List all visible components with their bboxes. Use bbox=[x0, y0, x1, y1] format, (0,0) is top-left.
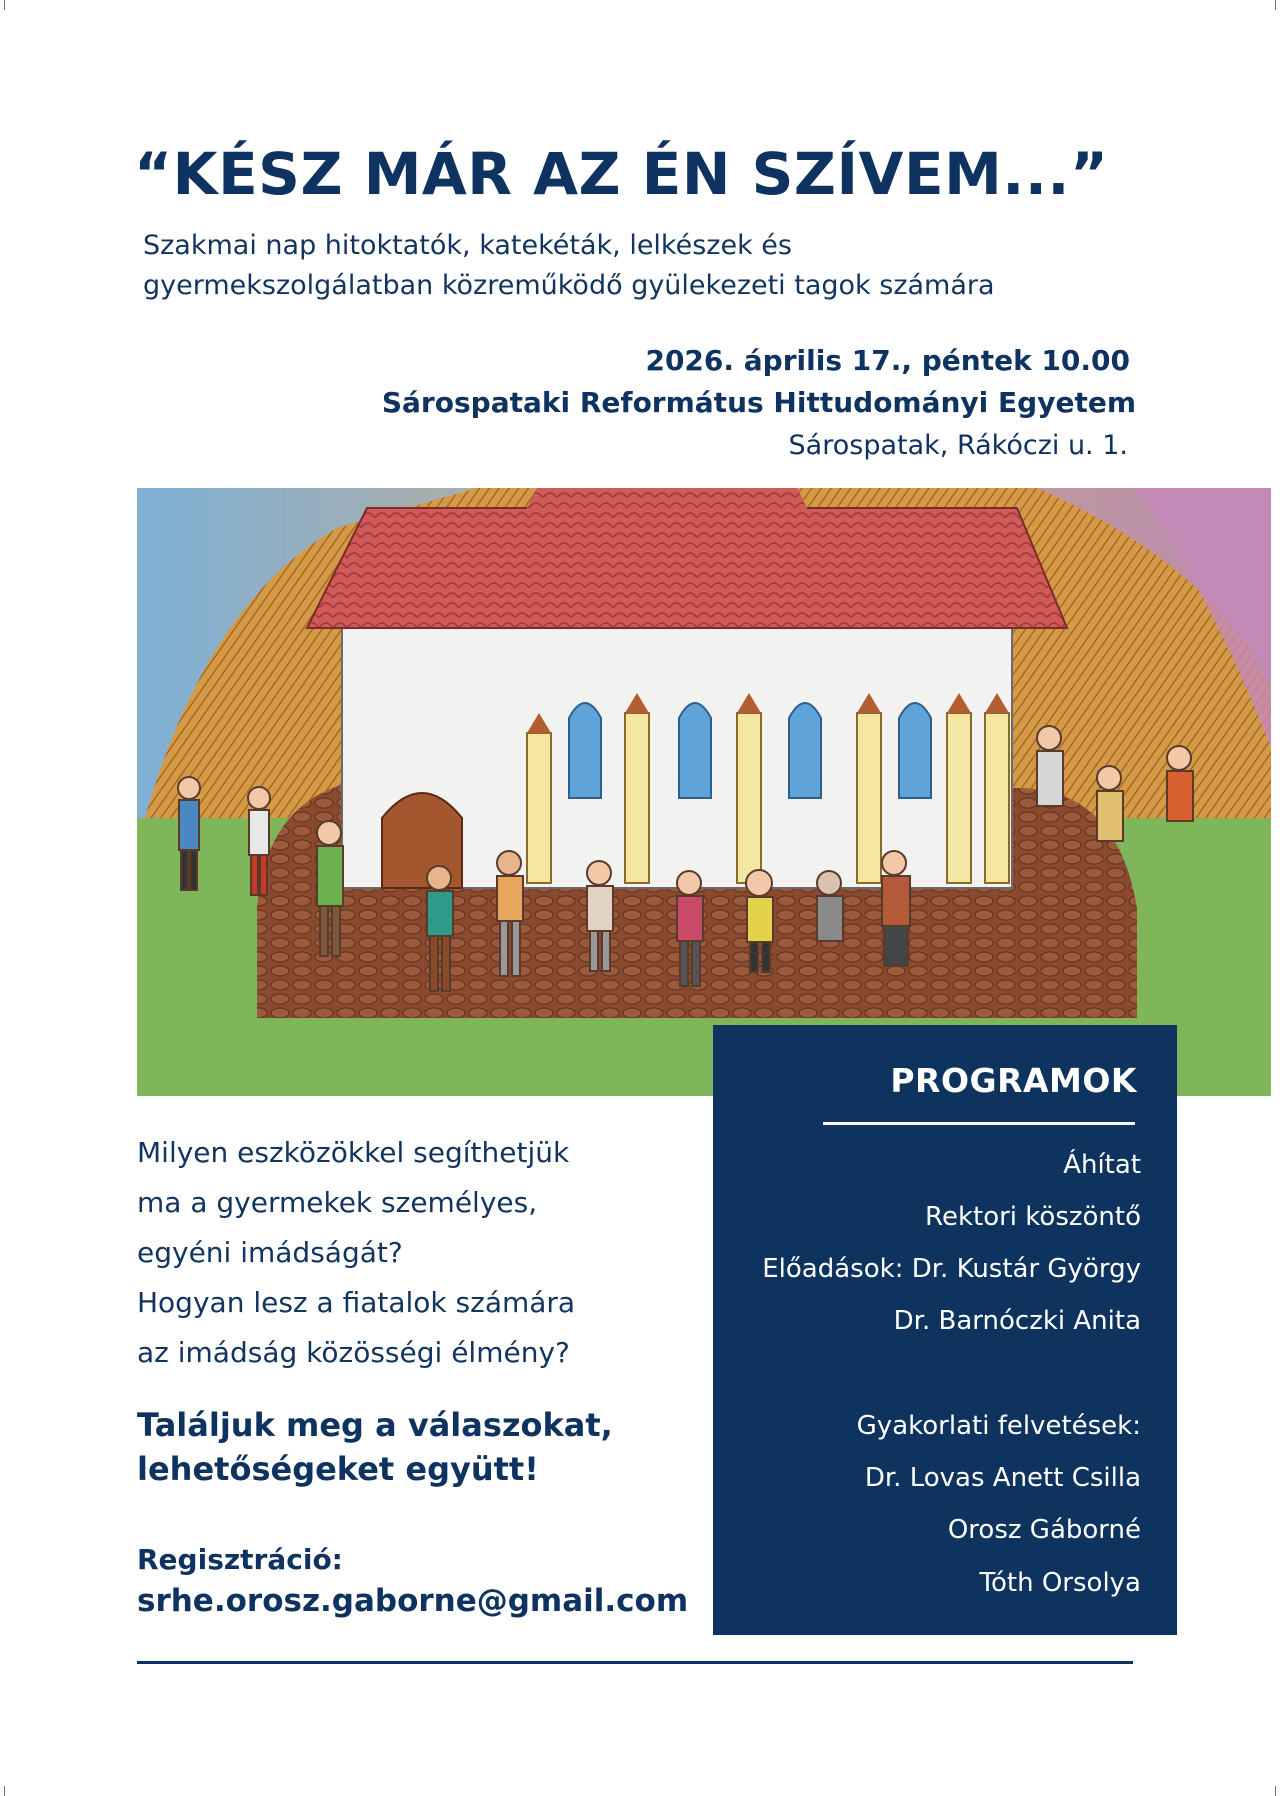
event-date: 2026. április 17., péntek 10.00 bbox=[645, 344, 1130, 377]
crop-mark-bottom-right bbox=[1261, 1786, 1276, 1796]
crop-mark-top-left bbox=[4, 0, 19, 10]
questions-text bbox=[137, 1128, 697, 1378]
program-item: Gyakorlati felvetések: bbox=[856, 1411, 1141, 1441]
subtitle-line: Szakmai nap hitoktatók, katekéták, lelkészek és bbox=[143, 230, 792, 261]
question-line: Hogyan lesz a fiatalok számára bbox=[137, 1286, 576, 1319]
subtitle-line: gyermekszolgálatban közreműködő gyülekezeti tagok számára bbox=[143, 270, 995, 301]
event-institution: Sárospataki Református Hittudományi Egyetem bbox=[381, 386, 1136, 419]
event-address: Sárospatak, Rákóczi u. 1. bbox=[788, 430, 1128, 461]
registration-email[interactable]: srhe.orosz.gaborne@gmail.com bbox=[137, 1583, 689, 1619]
crop-mark-bottom-left bbox=[4, 1786, 19, 1796]
poster-title: “KÉSZ MÁR AZ ÉN SZÍVEM...” bbox=[134, 140, 1109, 208]
programs-title: PROGRAMOK bbox=[890, 1061, 1137, 1100]
program-item: Dr. Barnóczki Anita bbox=[893, 1306, 1141, 1336]
question-line: egyéni imádságát? bbox=[137, 1236, 403, 1269]
poster-subtitle bbox=[143, 226, 1163, 306]
call-line: Találjuk meg a válaszokat, bbox=[137, 1406, 613, 1444]
question-line: Milyen eszközökkel segíthetjük bbox=[137, 1136, 570, 1169]
programs-divider bbox=[823, 1122, 1135, 1125]
question-line: az imádság közösségi élmény? bbox=[137, 1336, 570, 1369]
program-item: Tóth Orsolya bbox=[979, 1568, 1141, 1598]
call-to-action bbox=[137, 1403, 697, 1491]
church-drawing-image bbox=[137, 488, 1271, 1096]
bottom-divider bbox=[137, 1661, 1133, 1664]
question-line: ma a gyermekek személyes, bbox=[137, 1186, 538, 1219]
call-line: lehetőségeket együtt! bbox=[137, 1450, 539, 1488]
program-item: Előadások: Dr. Kustár György bbox=[762, 1254, 1141, 1284]
program-item: Rektori köszöntő bbox=[925, 1202, 1141, 1232]
program-item: Áhítat bbox=[1063, 1150, 1141, 1180]
registration-label: Regisztráció: bbox=[137, 1543, 343, 1576]
program-item: Dr. Lovas Anett Csilla bbox=[864, 1463, 1141, 1493]
crop-mark-top-right bbox=[1261, 0, 1276, 10]
programs-box bbox=[713, 1025, 1177, 1635]
program-item: Orosz Gáborné bbox=[947, 1515, 1141, 1545]
